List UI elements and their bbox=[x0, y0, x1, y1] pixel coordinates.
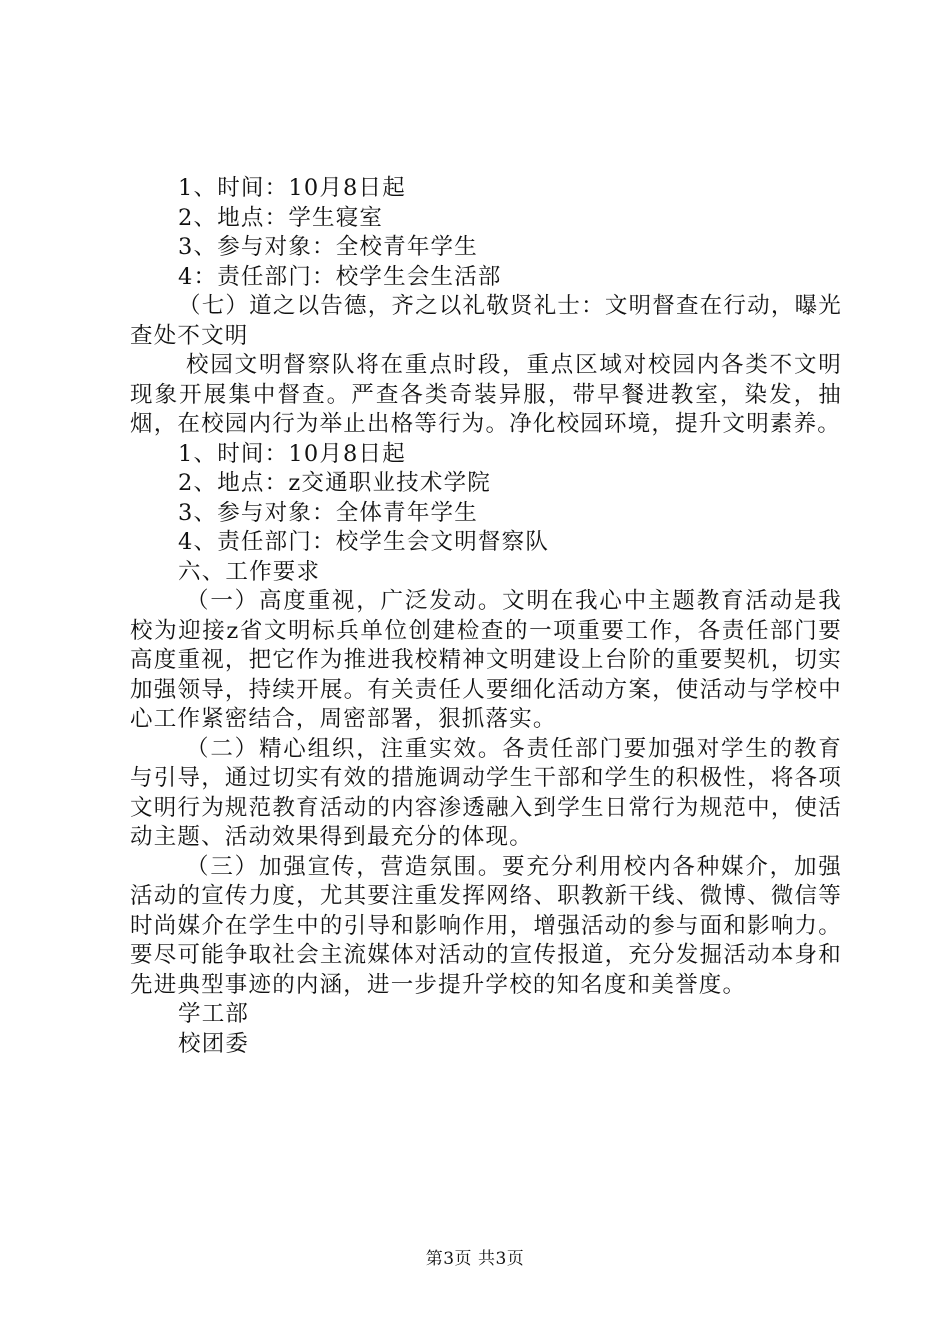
requirement-3: （三）加强宣传，营造氛围。要充分利用校内各种媒介，加强活动的宣传力度，尤其要注重发挥网络、职教新干线、微博、微信等时尚媒介在学生中的引导和影响作用，增强活动的参与面和影响力。要尽可能争取社会主流媒体对活动的宣传报道，充分发掘活动本身和先进典型事迹的内涵，进一步提升学校的知名度和美誉度。 bbox=[130, 853, 842, 998]
document-body bbox=[130, 174, 842, 1059]
section-6-heading: 六、工作要求 bbox=[178, 558, 321, 585]
s7-item-time: 1、时间：10月8日起 bbox=[178, 440, 406, 467]
item-participants: 3、参与对象：全校青年学生 bbox=[178, 234, 478, 260]
s7-item-location: 2、地点：z交通职业技术学院 bbox=[178, 470, 491, 496]
signature-student-affairs: 学工部 bbox=[178, 1001, 250, 1027]
item-location: 2、地点：学生寝室 bbox=[178, 204, 384, 231]
item-department: 4：责任部门：校学生会生活部 bbox=[178, 263, 502, 290]
s7-item-department: 4、责任部门：校学生会文明督察队 bbox=[178, 529, 550, 555]
page-footer: 第3页 共3页 bbox=[425, 1249, 525, 1269]
item-time: 1、时间：10月8日起 bbox=[178, 175, 406, 201]
requirement-1: （一）高度重视，广泛发动。文明在我心中主题教育活动是我校为迎接z省文明标兵单位创建检查的一项重要工作，各责任部门要高度重视，把它作为推进我校精神文明建设上台阶的重要契机，切实加强领导，持续开展。有关责任人要细化活动方案，使活动与学校中心工作紧密结合，周密部署，狠抓落实。 bbox=[130, 588, 842, 732]
section-7-body: 校园文明督察队将在重点时段，重点区域对校园内各类不文明现象开展集中督查。严查各类奇装异服，带早餐进教室，染发，抽烟，在校园内行为举止出格等行为。净化校园环境，提升文明素养。 bbox=[130, 352, 842, 437]
s7-item-participants: 3、参与对象：全体青年学生 bbox=[178, 499, 478, 526]
requirement-2: （二）精心组织，注重实效。各责任部门要加强对学生的教育与引导，通过切实有效的措施调动学生干部和学生的积极性，将各项文明行为规范教育活动的内容渗透融入到学生日常行为规范中，使活动主题、活动效果得到最充分的体现。 bbox=[130, 735, 842, 850]
signature-youth-league: 校团委 bbox=[178, 1030, 250, 1057]
section-7-title: （七）道之以告德，齐之以礼敬贤礼士：文明督查在行动，曝光查处不文明 bbox=[130, 293, 842, 349]
